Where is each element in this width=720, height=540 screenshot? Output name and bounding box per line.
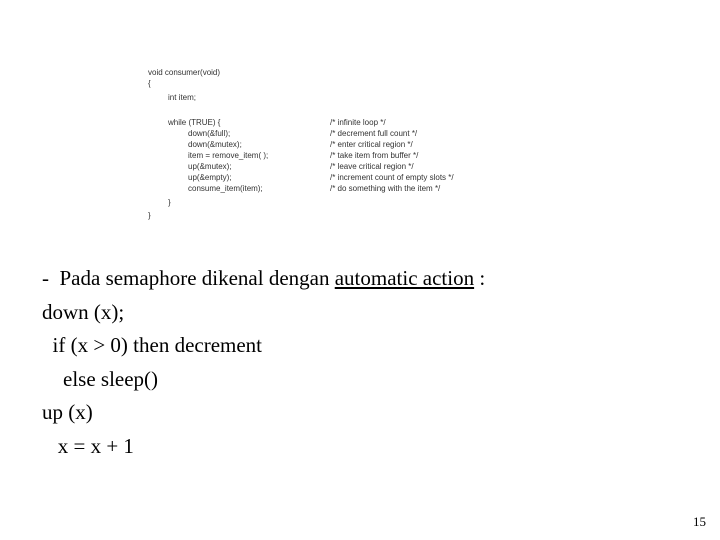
- code-line: up(&mutex);: [188, 162, 232, 171]
- code-comment: /* take item from buffer */: [330, 151, 419, 160]
- code-line: }: [148, 211, 151, 220]
- code-line: while (TRUE) {: [168, 118, 221, 127]
- automatic-action-term: automatic action: [334, 266, 475, 290]
- page-number: 15: [693, 514, 706, 529]
- code-comment: /* enter critical region */: [330, 140, 413, 149]
- code-line: {: [148, 79, 151, 88]
- body-line-6: x = x + 1: [42, 433, 134, 458]
- line1-suffix: :: [474, 266, 486, 290]
- body-line-5: up (x): [42, 400, 93, 424]
- body-line-4: else sleep(): [42, 366, 159, 391]
- code-line: up(&empty);: [188, 173, 232, 182]
- code-line: int item;: [168, 93, 197, 102]
- code-line: }: [168, 198, 171, 207]
- code-line: void consumer(void): [148, 68, 221, 77]
- code-line: down(&mutex);: [188, 140, 242, 149]
- code-comment: /* leave critical region */: [330, 162, 414, 171]
- code-comment: /* decrement full count */: [330, 129, 418, 138]
- slide-body-text: [42, 262, 682, 463]
- body-line-3: if (x > 0) then decrement: [42, 333, 263, 357]
- code-comment: /* increment count of empty slots */: [330, 173, 454, 182]
- code-figure: [148, 68, 488, 230]
- code-line: down(&full);: [188, 129, 231, 138]
- code-comment: /* infinite loop */: [330, 118, 386, 127]
- code-line: consume_item(item);: [188, 184, 263, 193]
- code-line: item = remove_item( );: [188, 151, 269, 160]
- body-line-2: down (x);: [42, 299, 125, 324]
- code-comment: /* do something with the item */: [330, 184, 441, 193]
- line1-prefix: - Pada semaphore dikenal dengan: [42, 266, 335, 290]
- body-line-1: [42, 262, 682, 296]
